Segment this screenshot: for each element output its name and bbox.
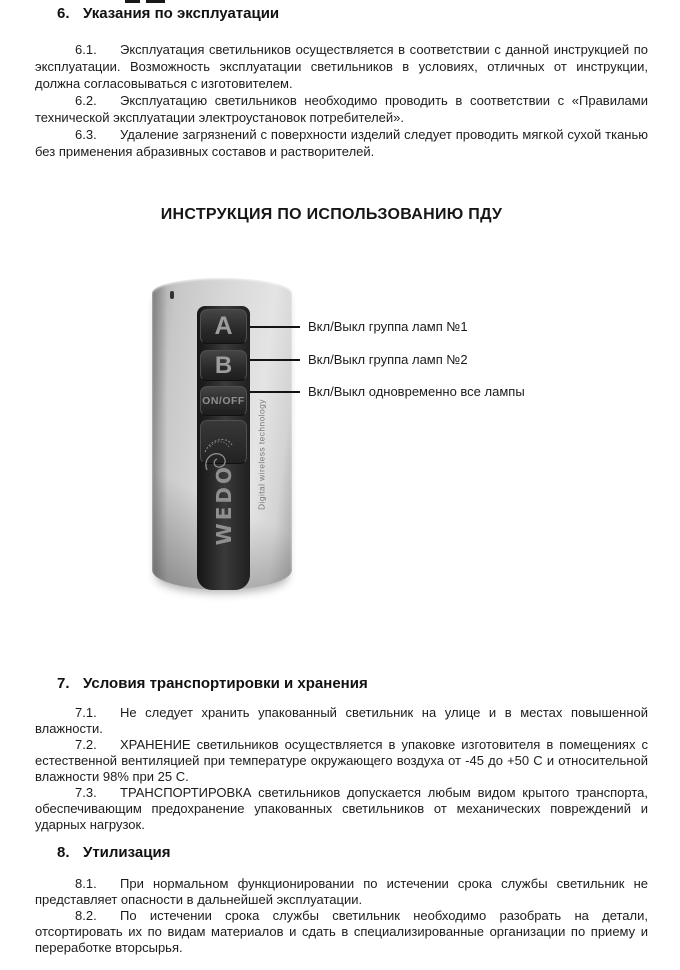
paragraph-number: 6.2. (75, 93, 97, 108)
paragraph-text: ТРАНСПОРТИРОВКА светильников допускается любым видом крытого транспорта, обеспечивающим предохранение упакованных светильников от механических повреждений и ударных нагрузок. (35, 785, 648, 832)
paragraph-text: Не следует хранить упакованный светильник на улице и в местах повышенной влажности. (35, 705, 648, 736)
button-b-label: B (214, 351, 233, 379)
section-number: 8. (57, 844, 70, 861)
remote-led-icon (170, 291, 174, 299)
section-recycling (35, 843, 648, 956)
paragraph-number: 7.1. (75, 705, 97, 720)
remote-control-image (152, 278, 292, 590)
section-body (35, 705, 648, 833)
section-title: Указания по эксплуатации (83, 5, 280, 22)
remote-side-text: Digital wireless technology (256, 399, 267, 510)
paragraph-number: 8.1. (75, 876, 97, 891)
wedo-logo (197, 456, 250, 554)
section-operating-instructions (35, 4, 648, 160)
paragraph (35, 876, 648, 908)
paragraph (35, 785, 648, 833)
figure-title: ИНСТРУКЦИЯ ПО ИСПОЛЬЗОВАНИЮ ПДУ (160, 206, 503, 223)
paragraph (35, 92, 648, 126)
callout-line-2 (250, 359, 300, 361)
paragraph-number: 6.3. (75, 127, 97, 142)
remote-figure (35, 225, 648, 658)
paragraph (35, 737, 648, 785)
section-number: 7. (57, 675, 70, 692)
section-transport-storage (35, 674, 648, 833)
paragraph (35, 705, 648, 737)
paragraph-number: 8.2. (75, 908, 97, 923)
paragraph-text: По истечении срока службы светильник необходимо разобрать на детали, отсортировать их по видам материалов и сдать в специализированные организации по приему и переработке вторсырья. (35, 908, 648, 955)
section-body (35, 876, 648, 956)
wedo-brand-text: WEDO (211, 464, 236, 546)
paragraph-text: Эксплуатацию светильников необходимо проводить в соответствии с «Правилами технической эксплуатации электроустановок потребителей». (35, 93, 648, 125)
section-title: Утилизация (83, 844, 171, 861)
button-a-label: A (214, 312, 233, 340)
section-number: 6. (57, 5, 70, 22)
remote-button-strip (197, 306, 250, 590)
section-body (35, 41, 648, 160)
paragraph-number: 7.2. (75, 737, 97, 752)
paragraph-number: 7.3. (75, 785, 97, 800)
remote-button-a (200, 309, 247, 344)
callout-label-group1: Вкл/Выкл группа ламп №1 (308, 319, 468, 334)
paragraph (35, 126, 648, 160)
paragraph-text: При нормальном функционировании по истечении срока службы светильник не представляет опасности в дальнейшей эксплуатации. (35, 876, 648, 907)
paragraph-text: ХРАНЕНИЕ светильников осуществляется в упаковке изготовителя в помещениях с естественной вентиляцией при температуре окружающего воздуха от -45 до +50 С и относительной влажности 98% при 25 С. (35, 737, 648, 784)
callout-label-all-lamps: Вкл/Выкл одновременно все лампы (308, 384, 525, 399)
paragraph (35, 41, 648, 92)
paragraph (35, 908, 648, 956)
section-heading (35, 4, 648, 24)
callout-label-group2: Вкл/Выкл группа ламп №2 (308, 352, 468, 367)
section-heading (35, 674, 648, 694)
callout-line-3 (250, 391, 300, 393)
paragraph-text: Эксплуатация светильников осуществляется в соответствии с данной инструкцией по эксплуатации. Возможность эксплуатации светильников в условиях, отличных от инструкции, должна согласовываться с изготовителем. (35, 42, 648, 91)
callout-line-1 (250, 326, 300, 328)
button-onoff-label: ON/OFF (202, 395, 245, 407)
remote-button-b (200, 350, 247, 381)
scan-artifact (125, 0, 165, 3)
remote-button-onoff (200, 386, 247, 416)
section-heading (35, 843, 648, 863)
section-title: Условия транспортировки и хранения (83, 675, 368, 692)
paragraph-text: Удаление загрязнений с поверхности изделий следует проводить мягкой сухой тканью без применения абразивных составов и растворителей. (35, 127, 648, 159)
paragraph-number: 6.1. (75, 42, 97, 57)
